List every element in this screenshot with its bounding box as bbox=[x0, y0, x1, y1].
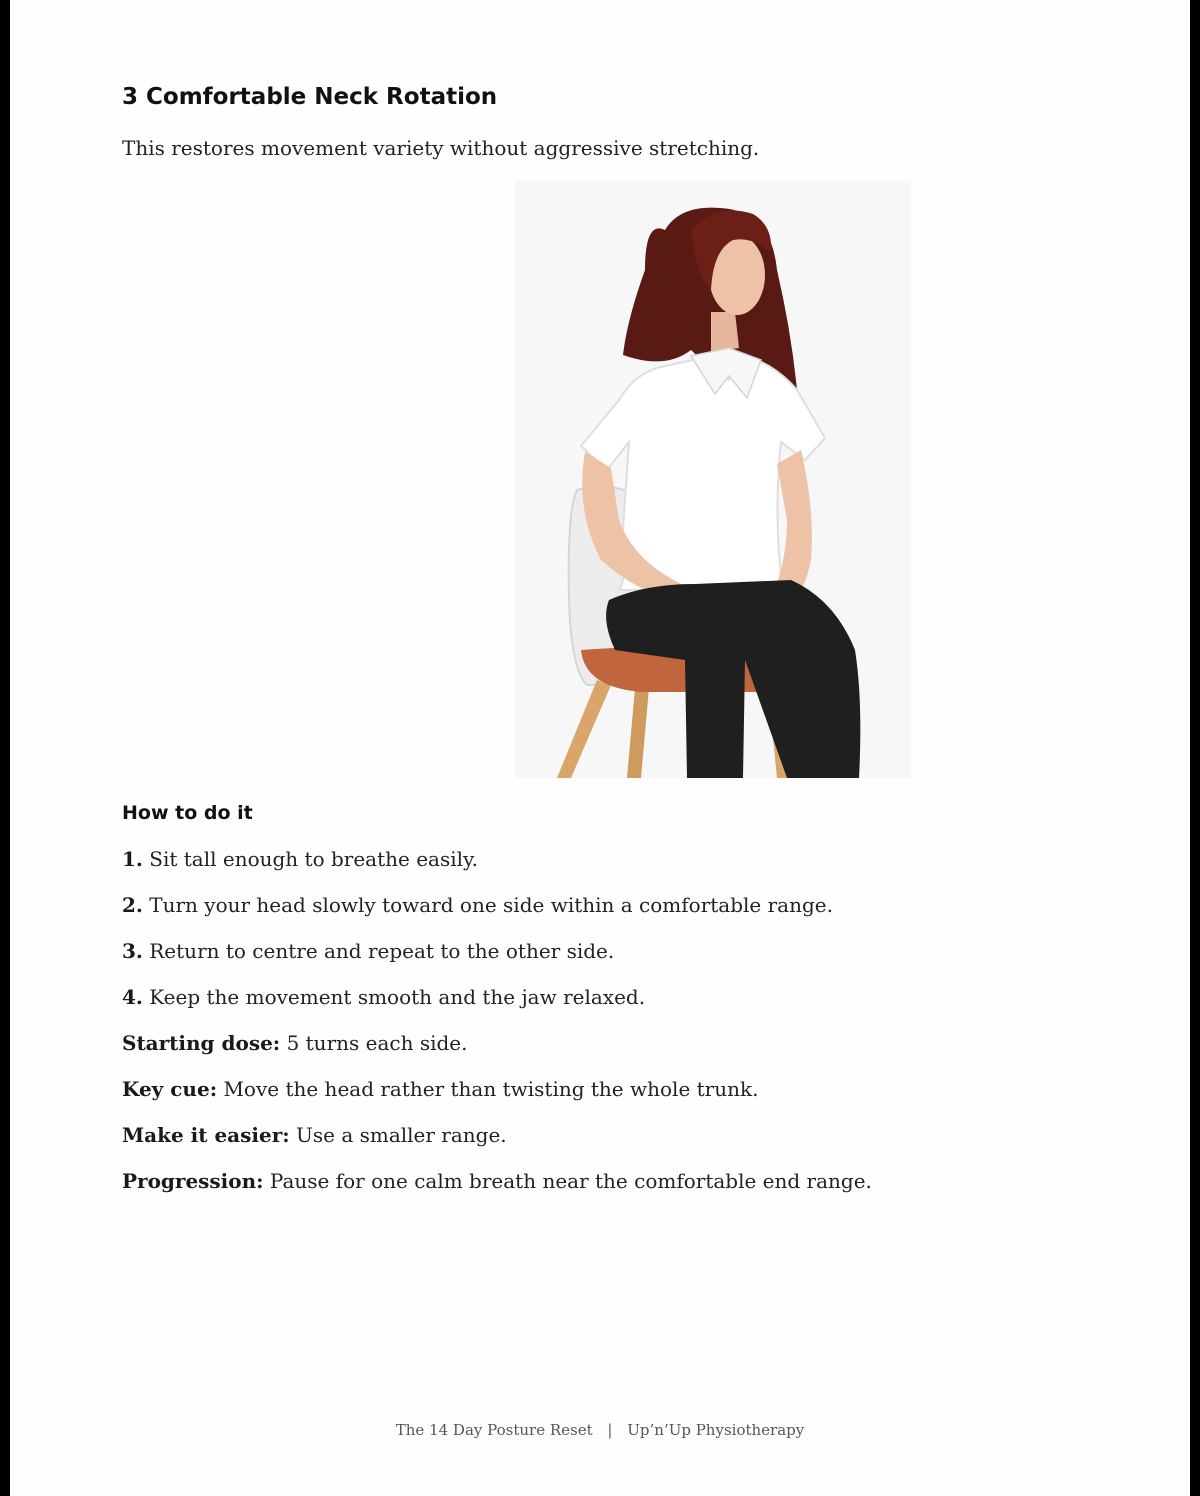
step-2-text: Turn your head slowly toward one side within a comfortable range. bbox=[149, 893, 833, 917]
step-1-text: Sit tall enough to breathe easily. bbox=[149, 847, 479, 871]
step-1 bbox=[122, 847, 478, 871]
note-key-cue-label: Key cue: bbox=[122, 1077, 218, 1101]
step-1-number: 1. bbox=[122, 847, 143, 871]
step-2-number: 2. bbox=[122, 893, 143, 917]
section-intro: This restores movement variety without aggressive stretching. bbox=[122, 136, 760, 160]
step-3-text: Return to centre and repeat to the other side. bbox=[149, 939, 615, 963]
note-starting-dose-text: 5 turns each side. bbox=[286, 1031, 468, 1055]
note-make-it-easier-text: Use a smaller range. bbox=[296, 1123, 507, 1147]
note-make-it-easier bbox=[122, 1123, 507, 1147]
note-progression-text: Pause for one calm breath near the comfortable end range. bbox=[269, 1169, 872, 1193]
exercise-photo bbox=[515, 180, 911, 778]
note-progression-label: Progression: bbox=[122, 1169, 264, 1193]
seated-woman-illustration bbox=[515, 180, 911, 778]
document-page bbox=[10, 0, 1190, 1496]
footer-publisher: Up’n’Up Physiotherapy bbox=[627, 1421, 805, 1439]
note-starting-dose bbox=[122, 1031, 467, 1055]
note-key-cue bbox=[122, 1077, 758, 1101]
section-title: 3 Comfortable Neck Rotation bbox=[122, 84, 498, 110]
step-3-number: 3. bbox=[122, 939, 143, 963]
page-footer bbox=[10, 1421, 1190, 1439]
how-to-heading: How to do it bbox=[122, 802, 253, 824]
note-key-cue-text: Move the head rather than twisting the whole trunk. bbox=[223, 1077, 759, 1101]
footer-separator: | bbox=[607, 1421, 613, 1439]
step-4-number: 4. bbox=[122, 985, 143, 1009]
footer-book-title: The 14 Day Posture Reset bbox=[395, 1421, 593, 1439]
step-3 bbox=[122, 939, 614, 963]
note-progression bbox=[122, 1169, 872, 1193]
step-2 bbox=[122, 893, 833, 917]
note-starting-dose-label: Starting dose: bbox=[122, 1031, 281, 1055]
step-4-text: Keep the movement smooth and the jaw relaxed. bbox=[149, 985, 646, 1009]
note-make-it-easier-label: Make it easier: bbox=[122, 1123, 290, 1147]
step-4 bbox=[122, 985, 645, 1009]
